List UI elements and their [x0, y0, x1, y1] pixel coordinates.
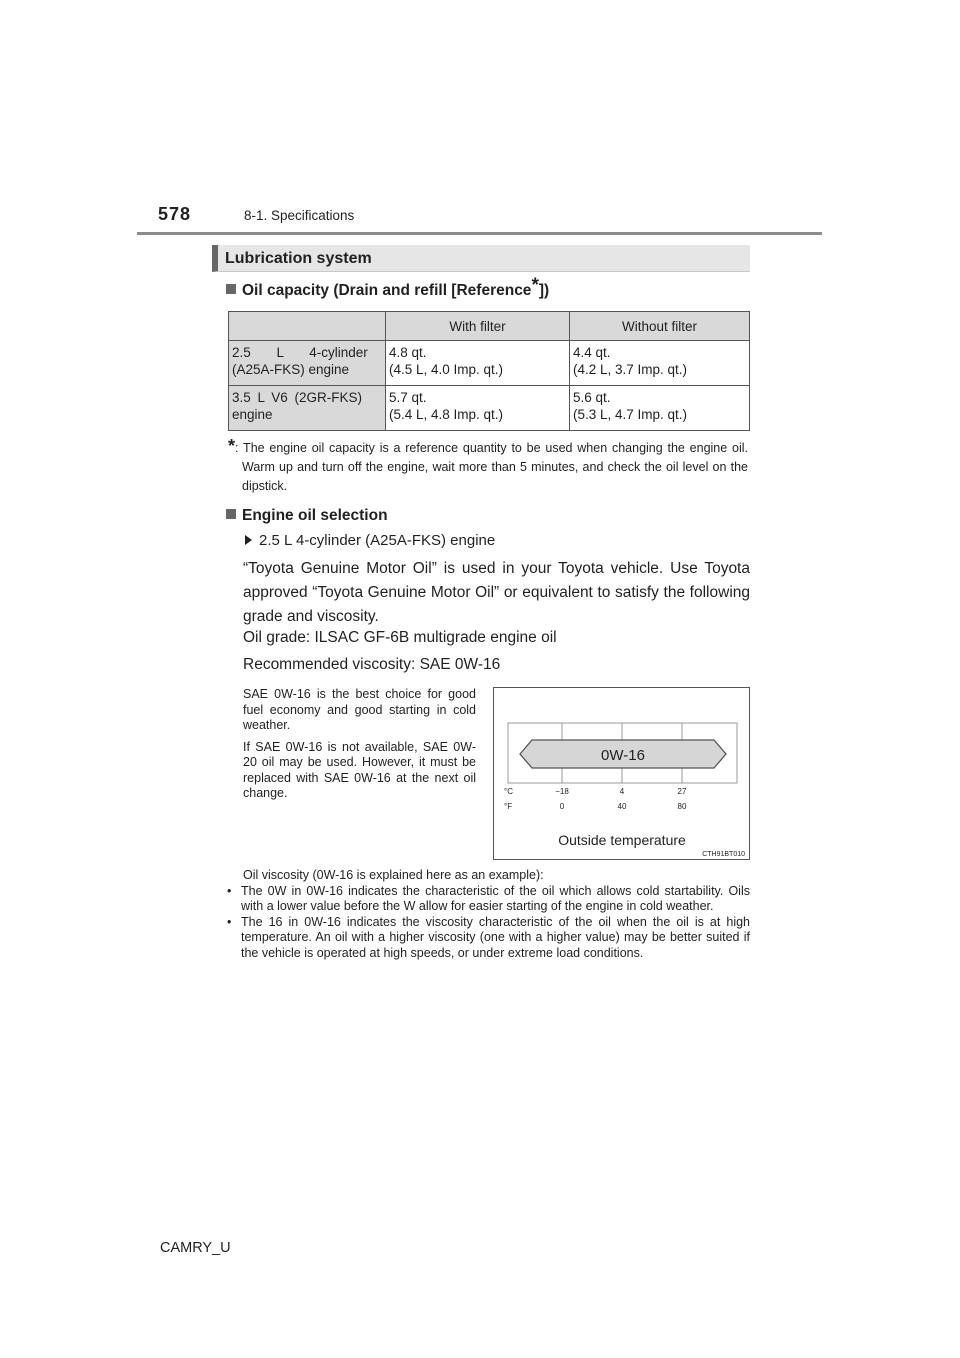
table-header-row — [229, 312, 750, 341]
oil-grade: Oil grade: ILSAC GF-6B multigrade engine oil — [243, 629, 557, 646]
header-rule — [137, 232, 822, 235]
square-bullet-icon — [226, 509, 236, 519]
fahrenheit-tick: 80 — [677, 802, 687, 811]
fahrenheit-tick: 0 — [559, 802, 565, 811]
footer-model-code: CAMRY_U — [160, 1240, 231, 1256]
lubrication-system-title-box — [212, 245, 750, 272]
engine-cell — [229, 341, 386, 386]
without-filter-cell: 4.4 qt. (4.2 L, 3.7 Imp. qt.) — [570, 341, 750, 386]
engine-cell — [229, 386, 386, 431]
oil-capacity-heading: Oil capacity (Drain and refill [Reference*]) — [226, 282, 549, 300]
explanation-intro: Oil viscosity (0W-16 is explained here as an example): — [243, 868, 544, 882]
engine-oil-selection-heading: Engine oil selection — [226, 507, 388, 525]
celsius-tick: −18 — [555, 787, 569, 796]
viscosity-side-notes — [243, 687, 476, 808]
celsius-unit: °C — [504, 787, 513, 796]
list-item: • The 16 in 0W-16 indicates the viscosity characteristic of the oil when the oil is at high temperature. An oil with a higher viscosity (one with a higher value) may be better suited if the vehicle is operated at high speeds, or under extreme load conditions. — [227, 914, 750, 960]
engine-line-2: (A25A-FKS) engine — [232, 362, 350, 377]
square-bullet-icon — [226, 284, 236, 294]
viscosity-explanation — [227, 868, 750, 961]
band-label: 0W-16 — [601, 747, 645, 764]
without-filter-cell: 5.6 qt. (5.3 L, 4.7 Imp. qt.) — [570, 386, 750, 431]
triangle-bullet-icon — [245, 535, 252, 545]
celsius-tick: 27 — [677, 787, 687, 796]
side-note-alternative: If SAE 0W-16 is not available, SAE 0W-20 oil may be used. However, it must be replaced with SAE 0W-16 at the next oil change. — [243, 739, 476, 800]
oil-capacity-table — [228, 311, 750, 431]
engine-line-2: engine — [232, 407, 273, 422]
figure-code: CTH91BT010 — [702, 851, 745, 858]
list-item: • The 0W in 0W-16 indicates the characteristic of the oil which allows cold startability. Oils with a lower value before the W allow for easier starting of the engine in cold weather. — [227, 883, 750, 913]
side-note-best-choice: SAE 0W-16 is the best choice for good fuel economy and good starting in cold weather. — [243, 687, 476, 732]
lubrication-system-title: Lubrication system — [225, 250, 372, 267]
table-header-with-filter: With filter — [386, 312, 570, 341]
recommended-viscosity: Recommended viscosity: SAE 0W-16 — [243, 656, 501, 673]
with-filter-cell: 4.8 qt. (4.5 L, 4.0 Imp. qt.) — [386, 341, 570, 386]
capacity-footnote: *: The engine oil capacity is a reference quantity to be used when changing the engine oil. Warm up and turn off the engine, wait more than 5 minutes, and check the oil level on the dipstick. — [228, 436, 748, 493]
fahrenheit-tick: 40 — [617, 802, 627, 811]
section-title: 8-1. Specifications — [244, 208, 355, 223]
viscosity-diagram — [494, 688, 749, 859]
figure-caption: Outside temperature — [558, 832, 686, 848]
explanation-list — [227, 883, 750, 962]
table-row — [229, 386, 750, 431]
engine-line-1: 2.5 L 4-cylinder — [232, 345, 368, 360]
selection-paragraph: “Toyota Genuine Motor Oil” is used in your Toyota vehicle. Use Toyota approved “Toyota Genuine Motor Oil” or equivalent to satisfy the following grade and viscosity. — [243, 560, 750, 625]
table-header-empty — [229, 312, 386, 341]
fahrenheit-unit: °F — [504, 802, 513, 811]
engine-subheading: 2.5 L 4-cylinder (A25A-FKS) engine — [245, 532, 495, 549]
engine-line-1: 3.5 L V6 (2GR-FKS) — [232, 390, 363, 405]
table-row — [229, 341, 750, 386]
viscosity-temperature-figure — [493, 687, 750, 860]
celsius-tick: 4 — [619, 787, 625, 796]
with-filter-cell: 5.7 qt. (5.4 L, 4.8 Imp. qt.) — [386, 386, 570, 431]
page-number: 578 — [158, 204, 192, 224]
table-header-without-filter: Without filter — [570, 312, 750, 341]
